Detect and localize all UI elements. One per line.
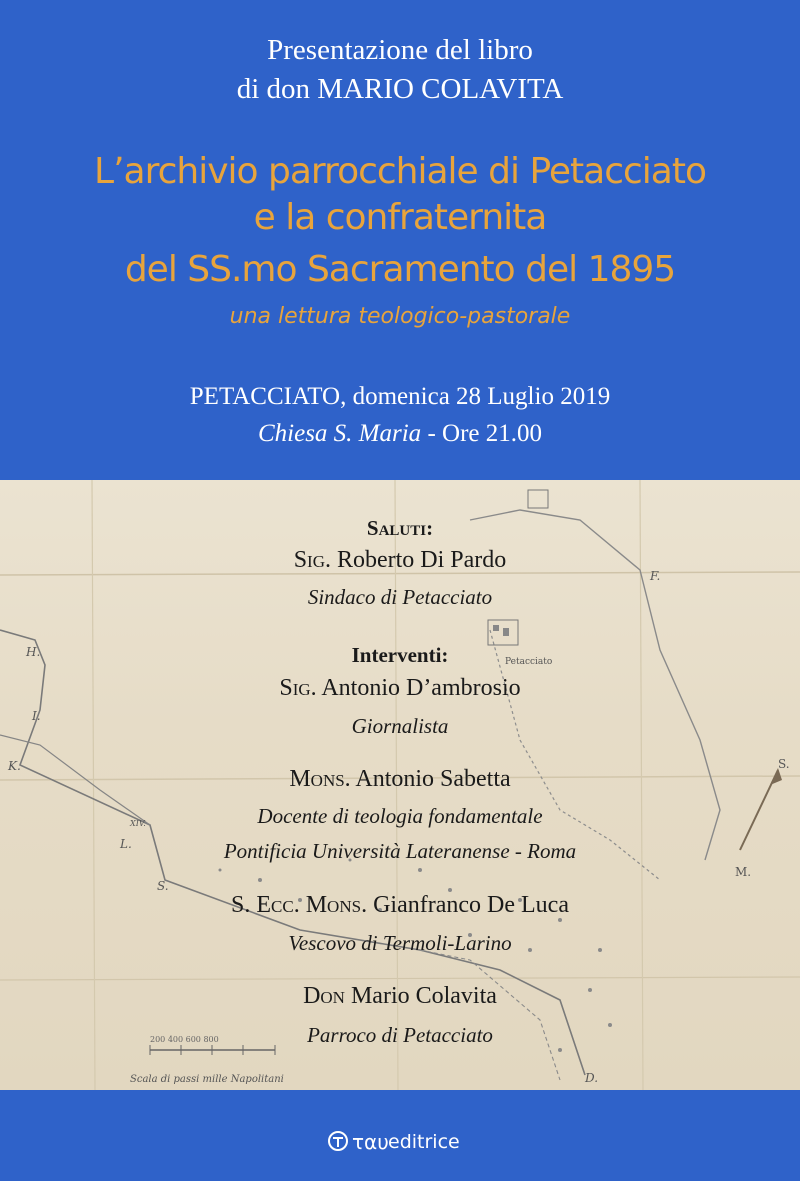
tau-logo-icon — [328, 1131, 348, 1151]
speaker-4-name: S. Ecc. Mons. Gianfranco De Luca — [231, 892, 569, 918]
event-venue-time — [0, 420, 800, 448]
svg-text:XIV.: XIV. — [130, 819, 146, 828]
intro-line-2: di don MARIO COLAVITA — [236, 73, 564, 105]
svg-text:S.: S. — [778, 757, 790, 771]
map-place-label: Petacciato — [505, 657, 553, 667]
logo-greek-text: ταυ — [352, 1130, 389, 1154]
speaker-4-role: Vescovo di Termoli-Larino — [288, 931, 512, 955]
intro-line-1: Presentazione del libro — [267, 34, 533, 66]
speaker-2-name: Sig. Antonio D’ambrosio — [279, 675, 521, 701]
heading-interventi: Interventi: — [351, 643, 449, 667]
svg-text:K.: K. — [8, 759, 21, 773]
svg-text:L.: L. — [120, 837, 132, 851]
svg-text:D.: D. — [585, 1071, 599, 1085]
book-title-line-3: del SS.mo Sacramento del 1895 — [124, 249, 676, 290]
speaker-2-role: Giornalista — [351, 714, 449, 738]
header-band — [0, 0, 800, 480]
speaker-3-role-1: Docente di teologia fondamentale — [257, 804, 543, 828]
event-date: PETACCIATO, domenica 28 Luglio 2019 — [189, 383, 611, 410]
speaker-3-name: Mons. Antonio Sabetta — [289, 766, 511, 792]
svg-text:I.: I. — [32, 709, 41, 723]
map-scale-text: Scala di passi mille Napolitani — [130, 1074, 284, 1085]
book-subtitle: una lettura teologico-pastorale — [229, 304, 571, 329]
svg-text:S.: S. — [157, 879, 169, 893]
book-title-line-2: e la confraternita — [253, 197, 547, 238]
event-venue: Chiesa S. Maria — [257, 420, 422, 447]
logo-word-text: editrice — [388, 1131, 460, 1153]
event-time: - Ore 21.00 — [421, 420, 542, 447]
speaker-5-name: Don Mario Colavita — [303, 983, 497, 1009]
heading-saluti: Saluti: — [366, 516, 434, 540]
speaker-1-role: Sindaco di Petacciato — [307, 585, 493, 609]
publisher-logo — [328, 1130, 478, 1156]
svg-text:M.: M. — [735, 865, 752, 879]
svg-text:F.: F. — [650, 569, 661, 583]
speaker-1-name: Sig. Roberto Di Pardo — [293, 547, 507, 573]
book-title-line-1: L’archivio parrocchiale di Petacciato — [94, 151, 706, 192]
map-background — [0, 480, 800, 1090]
speaker-3-role-2: Pontificia Università Lateranense - Roma — [223, 839, 577, 863]
map-scale-numbers: 200 400 600 800 — [150, 1035, 219, 1044]
speaker-5-role: Parroco di Petacciato — [307, 1023, 493, 1047]
svg-text:H.: H. — [26, 645, 41, 659]
